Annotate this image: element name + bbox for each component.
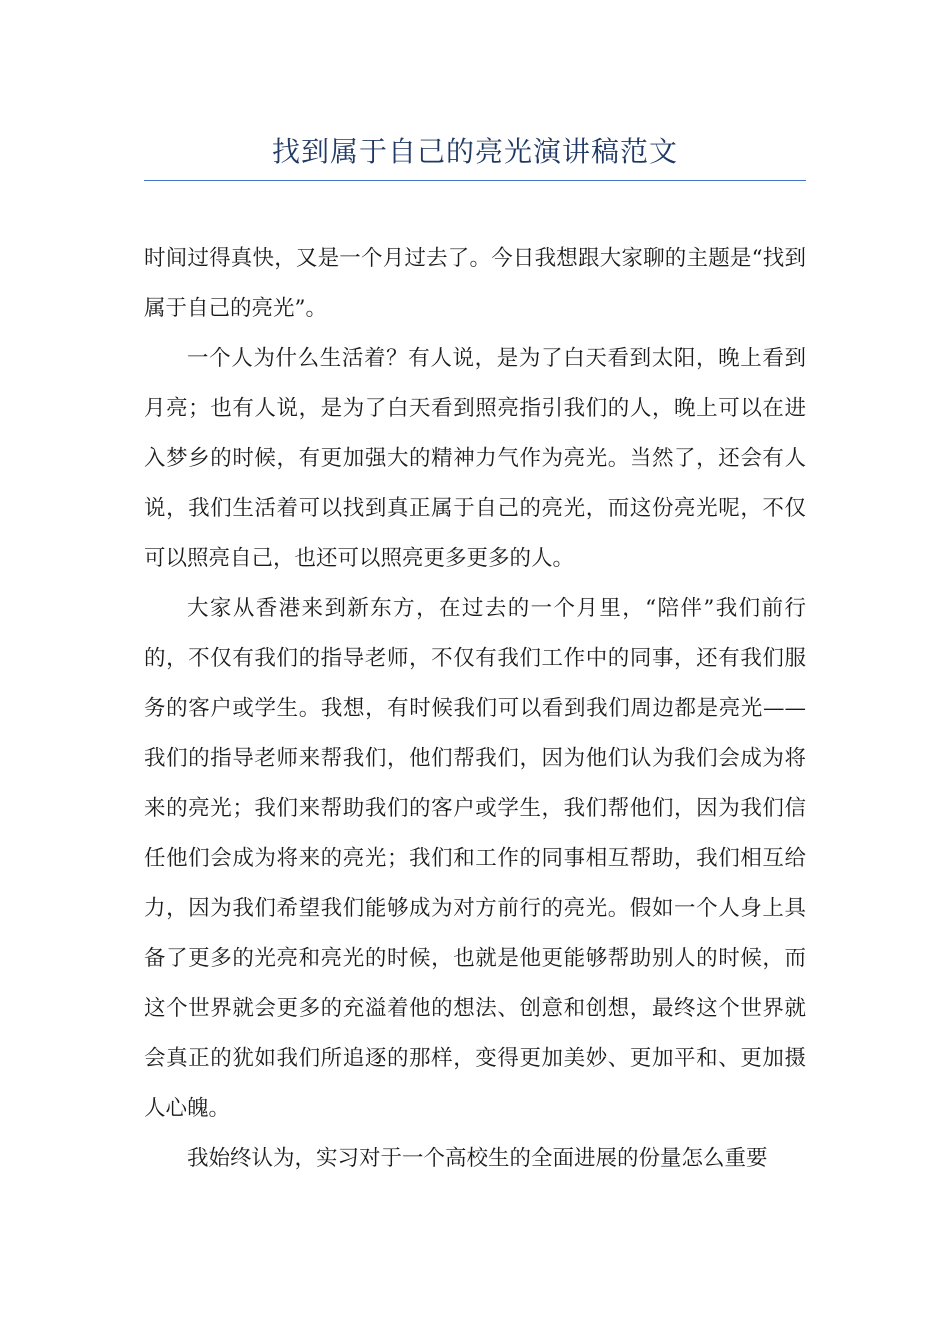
paragraph-2: 一个人为什么生活着？有人说，是为了白天看到太阳，晚上看到月亮；也有人说，是为了白天看到照亮指引我们的人，晚上可以在进入梦乡的时候，有更加强大的精神力气作为亮光。当然了，还会有人说，我们生活着可以找到真正属于自己的亮光，而这份亮光呢，不仅可以照亮自己，也还可以照亮更多更多的人。 xyxy=(144,346,806,571)
document-body xyxy=(144,234,806,1184)
title-underline xyxy=(144,180,806,181)
paragraph-3: 大家从香港来到新东方，在过去的一个月里，“陪伴”我们前行的，不仅有我们的指导老师，不仅有我们工作中的同事，还有我们服务的客户或学生。我想，有时候我们可以看到我们周边都是亮光——我们的指导老师来帮我们，他们帮我们，因为他们认为我们会成为将来的亮光；我们来帮助我们的客户或学生，我们帮他们，因为我们信任他们会成为将来的亮光；我们和工作的同事相互帮助，我们相互给力，因为我们希望我们能够成为对方前行的亮光。假如一个人身上具备了更多的光亮和亮光的时候，也就是他更能够帮助别人的时候，而这个世界就会更多的充溢着他的想法、创意和创想，最终这个世界就会真正的犹如我们所追逐的那样，变得更加美妙、更加平和、更加摄人心魄。 xyxy=(144,596,806,1121)
paragraph-4: 我始终认为，实习对于一个高校生的全面进展的份量怎么重要 xyxy=(187,1146,768,1171)
paragraph-1: 时间过得真快，又是一个月过去了。今日我想跟大家聊的主题是“找到属于自己的亮光”。 xyxy=(144,246,806,321)
document-title: 找到属于自己的亮光演讲稿范文 xyxy=(271,135,678,168)
